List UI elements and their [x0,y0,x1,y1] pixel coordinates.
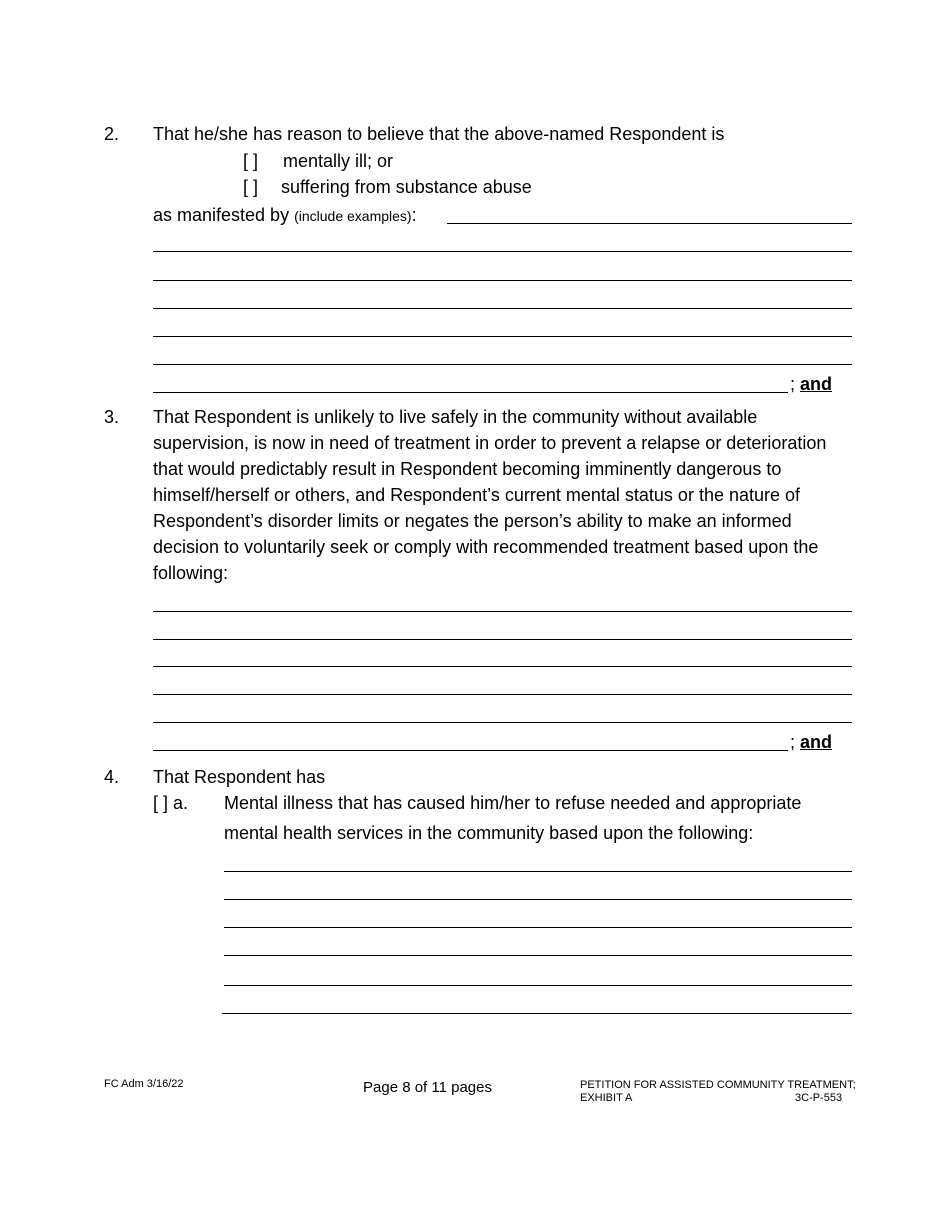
item-2-and: and [800,374,833,394]
item-4-number: 4. [104,767,120,787]
item-3-line: following: [153,563,229,583]
item-4-answer-line[interactable] [224,871,852,872]
item-3-line: That Respondent is unlikely to live safely in the community without available [153,407,758,427]
checkbox-substance-abuse[interactable]: [ ] [243,177,259,197]
item-2-intro: That he/she has reason to believe that the above-named Respondent is [153,124,725,144]
item-3-answer-line[interactable] [153,666,852,667]
item-3-line: decision to voluntarily seek or comply with recommended treatment based upon the [153,537,819,557]
item-2-terminator [790,374,832,394]
item-2-answer-line[interactable] [153,336,852,337]
item-3-answer-line[interactable] [153,639,852,640]
checkbox-option-a[interactable]: [ ] a. [153,793,189,813]
item-4-answer-line[interactable] [224,927,852,928]
item-4-answer-line[interactable] [224,955,852,956]
option-a-line: Mental illness that has caused him/her to refuse needed and appropriate [224,793,802,813]
manifested-answer-line[interactable] [447,223,852,224]
option-substance-abuse-label: suffering from substance abuse [281,177,532,197]
footer-form-date: FC Adm 3/16/22 [104,1078,184,1090]
manifested-by-label [153,205,417,226]
footer-exhibit: EXHIBIT A [580,1092,633,1104]
item-2-semicolon: ; [790,374,796,394]
footer-form-title: PETITION FOR ASSISTED COMMUNITY TREATMENT; [580,1079,856,1091]
item-3-terminator [790,732,832,752]
item-2-answer-line[interactable] [153,280,852,281]
item-4-answer-line[interactable] [224,899,852,900]
item-3-and: and [800,732,833,752]
item-3-line: himself/herself or others, and Respondent’s current mental status or the nature of [153,485,801,505]
item-2-number: 2. [104,124,120,144]
option-mentally-ill-label: mentally ill; or [283,151,394,171]
item-3-line: Respondent’s disorder limits or negates the person’s ability to make an informed [153,511,792,531]
item-3-answer-line[interactable] [153,611,852,612]
item-3-number: 3. [104,407,120,427]
item-2-answer-line[interactable] [153,251,852,252]
manifested-note: (include examples) [294,208,412,224]
item-2-answer-line[interactable] [153,392,788,393]
checkbox-mentally-ill[interactable]: [ ] [243,151,259,171]
item-3-line: supervision, is now in need of treatment in order to prevent a relapse or deterioration [153,433,827,453]
manifested-prefix: as manifested by [153,205,290,225]
item-3-answer-line[interactable] [153,750,788,751]
item-4-intro: That Respondent has [153,767,326,787]
item-3-paragraph [153,404,853,586]
item-3-answer-line[interactable] [153,722,852,723]
item-4-answer-line[interactable] [222,1013,852,1014]
item-3-semicolon: ; [790,732,796,752]
item-3-line: that would predictably result in Respondent becoming imminently dangerous to [153,459,782,479]
footer-page-number: Page 8 of 11 pages [363,1079,492,1096]
option-a-line: mental health services in the community based upon the following: [224,823,754,843]
item-4-answer-line[interactable] [224,985,852,986]
item-3-answer-line[interactable] [153,694,852,695]
item-2-answer-line[interactable] [153,308,852,309]
item-2-answer-line[interactable] [153,364,852,365]
footer-form-number: 3C-P-553 [795,1092,843,1104]
manifested-colon: : [411,205,417,225]
